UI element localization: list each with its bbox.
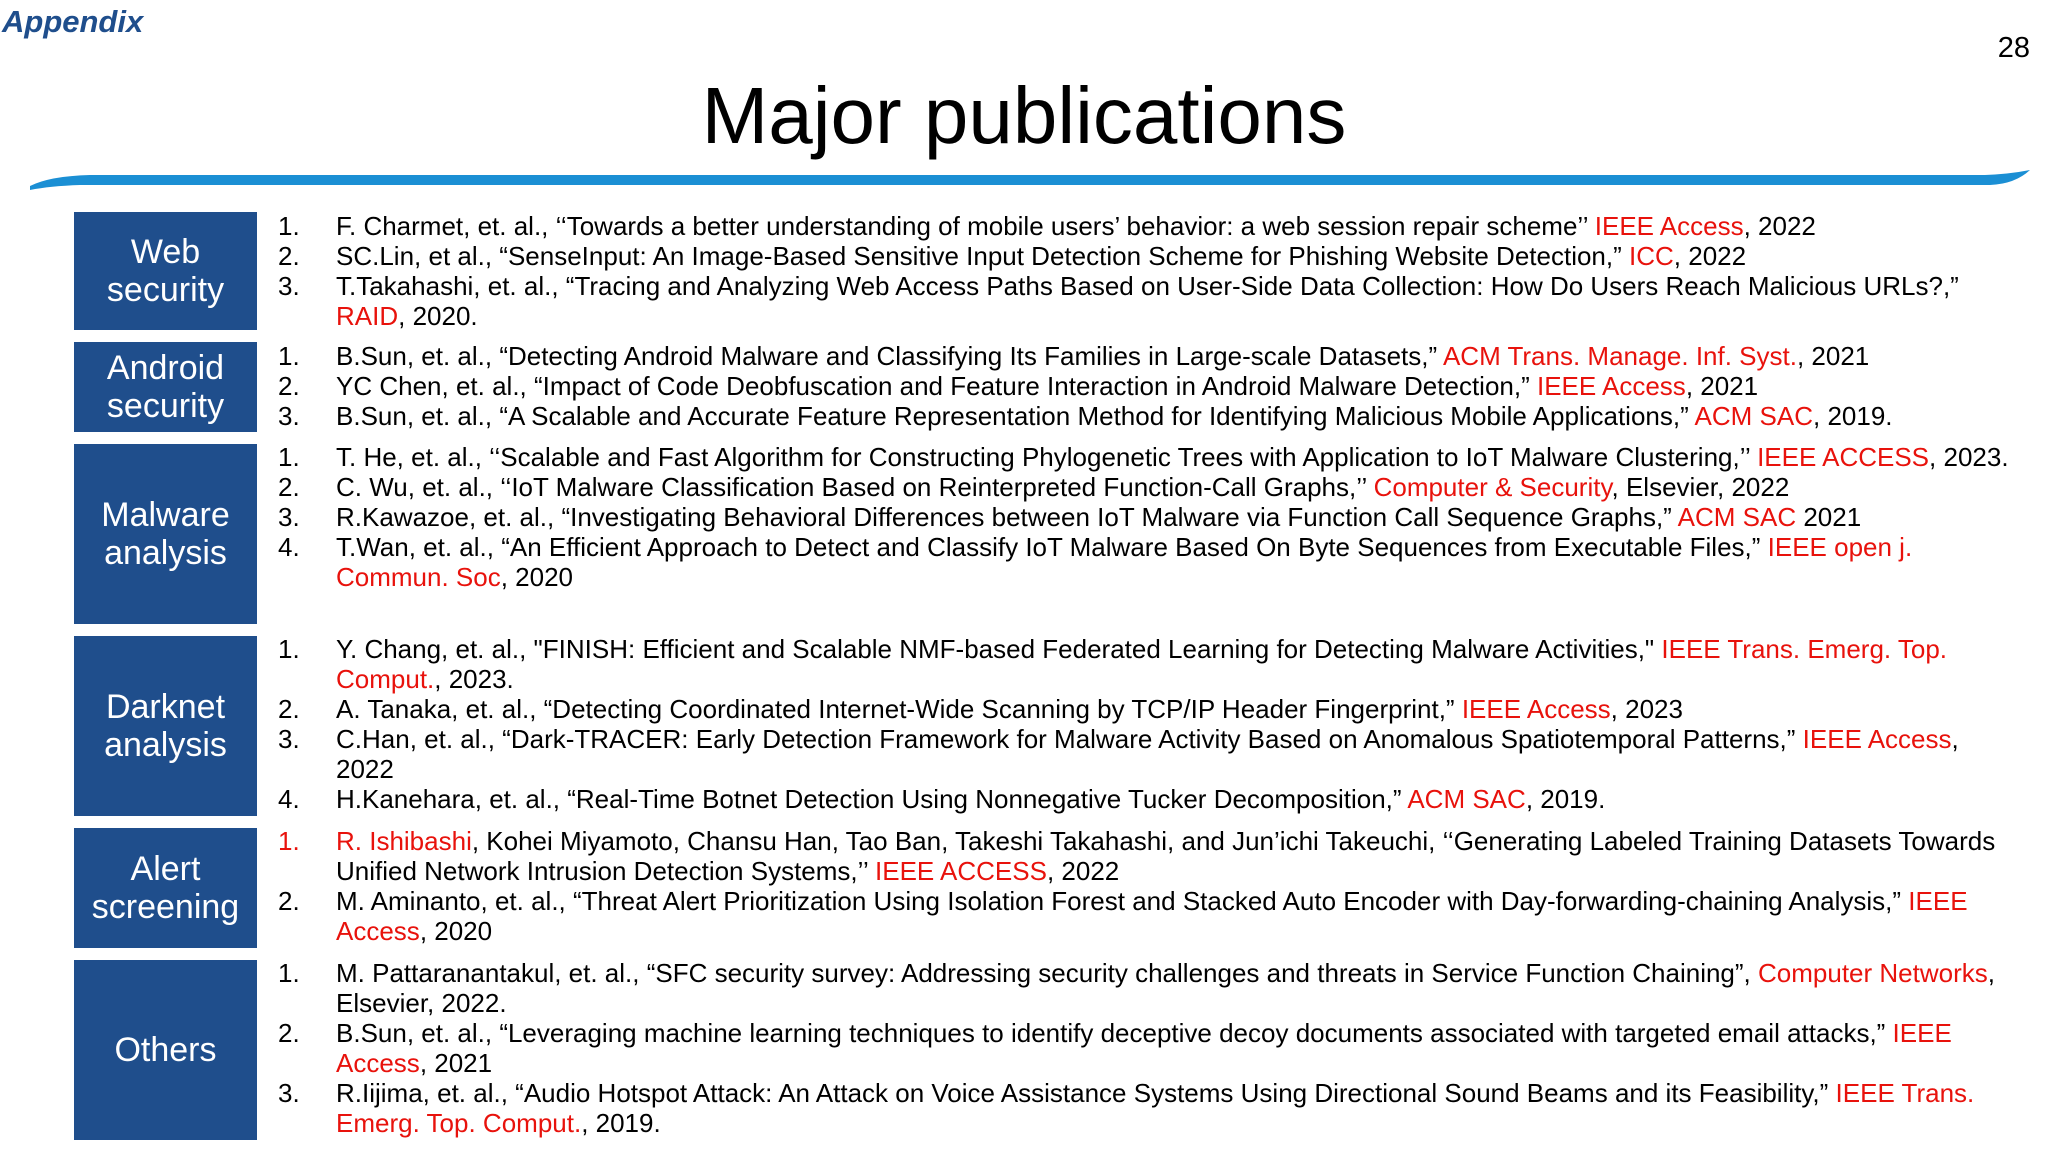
citation-text: , 2021 bbox=[1796, 341, 1870, 371]
citation-text: R.Kawazoe, et. al., “Investigating Behavioral Differences between IoT Malware via Function Call Sequence Graphs,” bbox=[336, 502, 1678, 532]
venue-text: IEEE open j. Commun. Soc bbox=[336, 532, 1913, 592]
citation-text: SC.Lin, et al., “SenseInput: An Image-Based Sensitive Input Detection Scheme for Phishing Website Detection,” bbox=[336, 241, 1629, 271]
citation-text: , 2022 bbox=[1046, 856, 1120, 886]
publication-list-darknet-analysis bbox=[278, 634, 2018, 814]
venue-text: IEEE Trans. Emerg. Top. Comput. bbox=[336, 1078, 1975, 1138]
venue-text: Computer & Security bbox=[1373, 472, 1612, 502]
publication-list-malware-analysis bbox=[278, 442, 2018, 592]
publication-item bbox=[278, 1078, 2018, 1138]
citation-text: , 2023. bbox=[1929, 442, 2009, 472]
section-alert-screening: Alert screening bbox=[74, 828, 257, 948]
item-number: 3. bbox=[278, 271, 300, 301]
citation-text: , 2020 bbox=[419, 916, 493, 946]
venue-text: IEEE Access bbox=[1536, 371, 1686, 401]
publication-item bbox=[278, 341, 2018, 371]
venue-text: IEEE Access bbox=[1461, 694, 1611, 724]
citation-text: , Elsevier, 2022 bbox=[1611, 472, 1790, 502]
publication-item bbox=[278, 502, 2018, 532]
venue-text: ACM SAC bbox=[1407, 784, 1526, 814]
publication-item bbox=[278, 442, 2018, 472]
venue-text: R. Ishibashi bbox=[336, 826, 472, 856]
item-number: 3. bbox=[278, 401, 300, 431]
citation-text: T. He, et. al., ‘‘Scalable and Fast Algorithm for Constructing Phylogenetic Trees with Application to IoT Malware Clustering,’’ bbox=[336, 442, 1758, 472]
publication-list-android-security bbox=[278, 341, 2018, 431]
item-number: 4. bbox=[278, 532, 300, 562]
citation-text: , 2022 bbox=[1743, 211, 1816, 241]
publication-item bbox=[278, 401, 2018, 431]
section-web-security: Web security bbox=[74, 212, 257, 330]
publication-list-alert-screening bbox=[278, 826, 2018, 946]
citation-text: M. Pattaranantakul, et. al., “SFC security survey: Addressing security challenges and threats in Service Function Chaining”, bbox=[336, 958, 1759, 988]
publication-list-web-security bbox=[278, 211, 2018, 331]
item-number: 1. bbox=[278, 211, 300, 241]
citation-text: B.Sun, et. al., “Detecting Android Malware and Classifying Its Families in Large-scale Datasets,” bbox=[336, 341, 1443, 371]
citation-text: , 2022 bbox=[1673, 241, 1747, 271]
citation-text: , 2019. bbox=[1525, 784, 1606, 814]
publication-item bbox=[278, 211, 2018, 241]
item-number: 1. bbox=[278, 634, 300, 664]
item-number: 4. bbox=[278, 784, 300, 814]
item-number: 1. bbox=[278, 442, 300, 472]
item-number: 3. bbox=[278, 724, 300, 754]
citation-text: B.Sun, et. al., “Leveraging machine learning techniques to identify deceptive decoy documents associated with targeted email attacks,” bbox=[336, 1018, 1893, 1048]
publication-item bbox=[278, 241, 2018, 271]
publication-item bbox=[278, 826, 2018, 886]
venue-text: ACM Trans. Manage. Inf. Syst. bbox=[1442, 341, 1797, 371]
citation-text: M. Aminanto, et. al., “Threat Alert Prioritization Using Isolation Forest and Stacked Auto Encoder with Day-forwarding-chaining Analysis,” bbox=[336, 886, 1909, 916]
title-divider bbox=[0, 170, 2048, 192]
citation-text: B.Sun, et. al., “A Scalable and Accurate Feature Representation Method for Identifying Malicious Mobile Applications,” bbox=[336, 401, 1695, 431]
venue-text: ACM SAC bbox=[1694, 401, 1814, 431]
citation-text: , Kohei Miyamoto, Chansu Han, Tao Ban, Takeshi Takahashi, and Jun’ichi Takeuchi, ‘‘Generating Labeled Training Datasets Towards Unified Network Intrusion Detection Systems,’’ bbox=[336, 826, 1996, 886]
venue-text: IEEE Access bbox=[336, 1018, 1952, 1078]
publication-item bbox=[278, 271, 2018, 331]
item-number: 2. bbox=[278, 371, 300, 401]
citation-text: F. Charmet, et. al., ‘‘Towards a better understanding of mobile users’ behavior: a web session repair scheme’’ bbox=[336, 211, 1595, 241]
publication-item bbox=[278, 958, 2018, 1018]
publication-list-others bbox=[278, 958, 2018, 1138]
item-number: 1. bbox=[278, 826, 300, 856]
publication-item bbox=[278, 784, 2018, 814]
item-number: 1. bbox=[278, 341, 300, 371]
item-number: 3. bbox=[278, 1078, 300, 1108]
section-malware-analysis: Malware analysis bbox=[74, 444, 257, 624]
venue-text: ICC bbox=[1629, 241, 1674, 271]
publication-item bbox=[278, 724, 2018, 784]
item-number: 2. bbox=[278, 1018, 300, 1048]
citation-text: , Elsevier, 2022. bbox=[336, 958, 1995, 1018]
venue-text: IEEE Access bbox=[336, 886, 1968, 946]
venue-text: IEEE Access bbox=[1802, 724, 1952, 754]
section-others: Others bbox=[74, 960, 257, 1140]
item-number: 2. bbox=[278, 472, 300, 502]
citation-text: , 2020 bbox=[500, 562, 574, 592]
item-number: 1. bbox=[278, 958, 300, 988]
page-number: 28 bbox=[1997, 32, 2030, 64]
publication-item bbox=[278, 886, 2018, 946]
citation-text: , 2022 bbox=[336, 724, 1959, 784]
publication-item bbox=[278, 634, 2018, 694]
citation-text: C.Han, et. al., “Dark-TRACER: Early Detection Framework for Malware Activity Based on Anomalous Spatiotemporal Patterns,” bbox=[336, 724, 1803, 754]
citation-text: , 2021 bbox=[1685, 371, 1759, 401]
citation-text: , 2020. bbox=[398, 301, 478, 331]
citation-text: 2021 bbox=[1796, 502, 1862, 532]
publication-item bbox=[278, 1018, 2018, 1078]
citation-text: , 2019. bbox=[581, 1108, 661, 1138]
publication-item bbox=[278, 532, 2018, 592]
citation-text: H.Kanehara, et. al., “Real-Time Botnet Detection Using Nonnegative Tucker Decomposition,” bbox=[336, 784, 1408, 814]
citation-text: , 2023 bbox=[1610, 694, 1683, 724]
item-number: 3. bbox=[278, 502, 300, 532]
venue-text: IEEE Access bbox=[1594, 211, 1744, 241]
citation-text: Y. Chang, et. al., "FINISH: Efficient and Scalable NMF-based Federated Learning for Detecting Malware Activities," bbox=[336, 634, 1662, 664]
item-number: 2. bbox=[278, 694, 300, 724]
publication-item bbox=[278, 694, 2018, 724]
citation-text: T.Wan, et. al., “An Efficient Approach to Detect and Classify IoT Malware Based On Byte Sequences from Executable Files,” bbox=[336, 532, 1768, 562]
item-number: 2. bbox=[278, 241, 300, 271]
page-title: Major publications bbox=[701, 71, 1347, 160]
citation-text: A. Tanaka, et. al., “Detecting Coordinated Internet-Wide Scanning by TCP/IP Header Fingerprint,” bbox=[336, 694, 1462, 724]
citation-text: , 2019. bbox=[1813, 401, 1893, 431]
citation-text: R.Iijima, et. al., “Audio Hotspot Attack: An Attack on Voice Assistance Systems Using Directional Sound Beams and its Feasibility,” bbox=[336, 1078, 1836, 1108]
section-darknet-analysis: Darknet analysis bbox=[74, 636, 257, 816]
venue-text: Computer Networks bbox=[1758, 958, 1988, 988]
publication-item bbox=[278, 472, 2018, 502]
appendix-label: Appendix bbox=[2, 4, 144, 39]
citation-text: YC Chen, et. al., “Impact of Code Deobfuscation and Feature Interaction in Android Malware Detection,” bbox=[336, 371, 1537, 401]
item-number: 2. bbox=[278, 886, 300, 916]
venue-text: ACM SAC bbox=[1677, 502, 1797, 532]
section-android-security: Android security bbox=[74, 342, 257, 432]
citation-text: C. Wu, et. al., ‘‘IoT Malware Classification Based on Reinterpreted Function-Call Graphs,’’ bbox=[336, 472, 1374, 502]
venue-text: IEEE ACCESS bbox=[875, 856, 1047, 886]
citation-text: T.Takahashi, et. al., “Tracing and Analyzing Web Access Paths Based on User-Side Data Collection: How Do Users Reach Malicious URLs?,” bbox=[336, 271, 1959, 301]
citation-text: , 2021 bbox=[419, 1048, 493, 1078]
publication-item bbox=[278, 371, 2018, 401]
citation-text: , 2023. bbox=[434, 664, 514, 694]
venue-text: RAID bbox=[336, 301, 399, 331]
venue-text: IEEE Trans. Emerg. Top. Comput. bbox=[336, 634, 1948, 694]
venue-text: IEEE ACCESS bbox=[1757, 442, 1930, 472]
